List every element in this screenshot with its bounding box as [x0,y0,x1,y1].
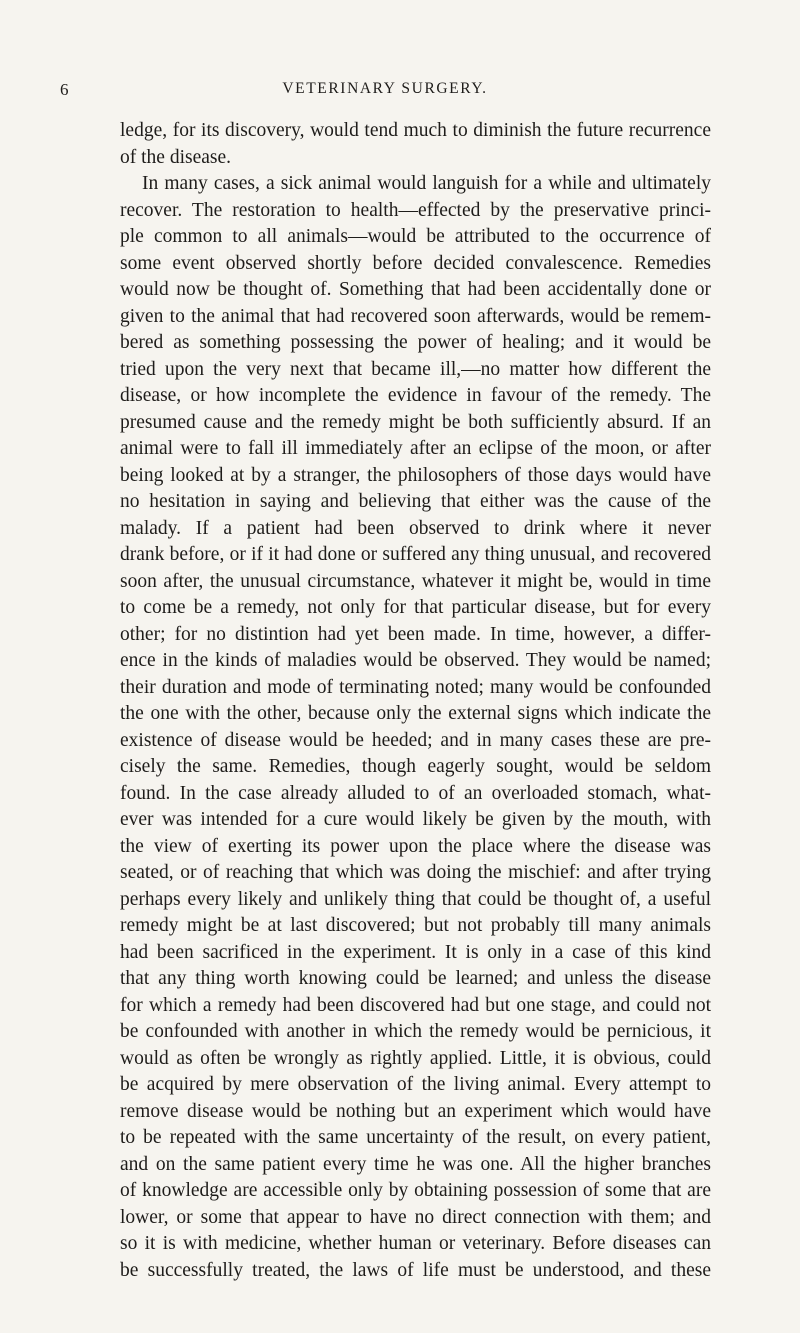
text-line: seated, or of reaching that which was doing the mischief: and after trying [120,862,711,883]
text-line: and on the same patient every time he was one. All the higher branches [120,1153,711,1175]
text-line: be successfully treated, the laws of life must be understood, and these [120,1259,711,1281]
text-line: ledge, for its discovery, would tend much to diminish the future recurrence [120,120,711,141]
text-line: the view of exerting its power upon the place where the disease was [120,835,711,857]
text-line: that any thing worth knowing could be learned; and unless the disease [120,968,711,989]
text-line: for which a remedy had been discovered had but one stage, and could not [120,994,711,1016]
body-text [120,118,711,1284]
text-line: perhaps every likely and unlikely thing that could be thought of, a useful [120,888,711,910]
text-line: remove disease would be nothing but an experiment which would have [120,1100,711,1122]
text-line: found. In the case already alluded to of an overloaded stomach, what- [120,782,711,804]
text-line: be acquired by mere observation of the living animal. Every attempt to [120,1074,711,1095]
text-line: no hesitation in saying and believing that either was the cause of the [120,491,711,512]
text-line: soon after, the unusual circumstance, whatever it might be, would in time [120,570,711,592]
text-line: their duration and mode of terminating noted; many would be confounded [120,676,711,698]
text-line: ple common to all animals—would be attributed to the occurrence of [120,226,711,247]
text-line: of knowledge are accessible only by obtaining possession of some that are [120,1180,711,1201]
text-line: cisely the same. Remedies, though eagerly sought, would be seldom [120,756,711,777]
text-line: existence of disease would be heeded; and in many cases these are pre- [120,729,711,751]
text-line: being looked at by a stranger, the philosophers of those days would have [120,464,711,486]
text-line: the one with the other, because only the external signs which indicate the [120,703,711,724]
running-head: VETERINARY SURGERY. [282,80,488,97]
text-line: recover. The restoration to health—effected by the preservative princi- [120,199,711,221]
text-line: lower, or some that appear to have no direct connection with them; and [120,1206,711,1228]
text-line: In many cases, a sick animal would languish for a while and ultimately [142,173,711,194]
text-line: animal were to fall ill immediately after an eclipse of the moon, or after [120,438,711,459]
text-line: ence in the kinds of maladies would be observed. They would be named; [120,650,711,671]
text-line: to be repeated with the same uncertainty of the result, on every patient, [120,1127,711,1148]
text-line: tried upon the very next that became ill,—no matter how different the [120,358,711,380]
text-line: would now be thought of. Something that had been accidentally done or [120,279,711,300]
text-line: some event observed shortly before decided convalescence. Remedies [120,252,711,274]
page-header [60,80,710,104]
text-line: to come be a remedy, not only for that particular disease, but for every [120,597,711,618]
text-line: ever was intended for a cure would likely be given by the mouth, with [120,809,711,830]
page-number: 6 [60,80,69,99]
text-line: malady. If a patient had been observed to drink where it never [120,517,711,539]
text-line: so it is with medicine, whether human or veterinary. Before diseases can [120,1233,711,1254]
text-line: presumed cause and the remedy might be both sufficiently absurd. If an [120,411,711,433]
text-line: remedy might be at last discovered; but not probably till many animals [120,915,711,936]
text-line: other; for no distintion had yet been made. In time, however, a differ- [120,623,711,645]
text-line: had been sacrificed in the experiment. It is only in a case of this kind [120,941,711,963]
text-line: would as often be wrongly as rightly applied. Little, it is obvious, could [120,1047,711,1069]
text-line: of the disease. [120,146,232,168]
text-line: be confounded with another in which the remedy would be pernicious, it [120,1021,711,1042]
text-line: bered as something possessing the power of healing; and it would be [120,332,711,353]
text-line: drank before, or if it had done or suffered any thing unusual, and recovered [120,544,711,565]
text-line: given to the animal that had recovered soon afterwards, would be remem- [120,305,711,327]
text-line: disease, or how incomplete the evidence in favour of the remedy. The [120,385,711,406]
